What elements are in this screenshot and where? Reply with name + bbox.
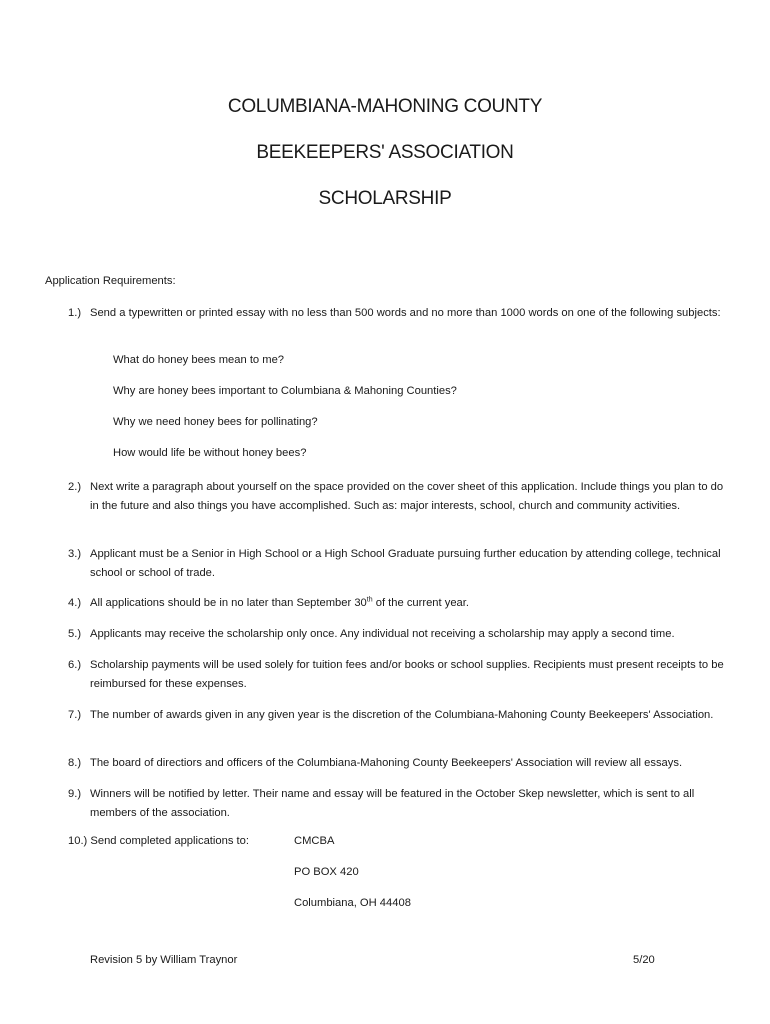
address-line-2: PO BOX 420 <box>294 866 359 878</box>
item-text: The number of awards given in any given year is the discretion of the Columbiana-Mahoning County Beekeepers' Association. <box>90 709 714 721</box>
requirement-item-3 <box>68 545 728 582</box>
item-text-sup: th <box>366 596 373 604</box>
subject-1: What do honey bees mean to me? <box>113 354 285 366</box>
item-text-after: of the current year. <box>372 597 469 609</box>
item-text: Send a typewritten or printed essay with no less than 500 words and no more than 1000 words on one of the following subjects: <box>90 307 721 319</box>
item-number: 4.) <box>68 597 82 609</box>
requirement-item-2 <box>68 478 728 515</box>
item-number: 2.) <box>68 481 82 493</box>
item-text <box>90 594 728 613</box>
item-number: 1.) <box>68 307 82 319</box>
requirement-item-5 <box>68 625 728 644</box>
requirement-item-4 <box>68 594 728 613</box>
requirement-item-1 <box>68 304 728 323</box>
title-line-2: BEEKEEPERS' ASSOCIATION <box>256 142 514 163</box>
item-number: 6.) <box>68 659 82 671</box>
item-number: 5.) <box>68 628 82 640</box>
title-line-3: SCHOLARSHIP <box>318 188 452 209</box>
footer-date: 5/20 <box>633 954 655 966</box>
footer-revision: Revision 5 by William Traynor <box>90 954 238 966</box>
subject-4: How would life be without honey bees? <box>113 447 307 459</box>
requirement-item-8 <box>68 754 728 773</box>
address-line-3: Columbiana, OH 44408 <box>294 897 411 909</box>
item-text: Winners will be notified by letter. Their name and essay will be featured in the October Skep newsletter, which is sent to all members of the association. <box>90 788 695 819</box>
item-text: The board of directiors and officers of the Columbiana-Mahoning County Beekeepers' Association will review all essays. <box>90 757 683 769</box>
requirement-item-9 <box>68 785 728 822</box>
item-text-before: All applications should be in no later than September 30 <box>90 597 367 609</box>
item-text: Applicant must be a Senior in High School or a High School Graduate pursuing further education by attending college, technical school or school of trade. <box>90 548 721 579</box>
item-number: 3.) <box>68 548 82 560</box>
requirement-item-7 <box>68 706 728 725</box>
subject-2: Why are honey bees important to Columbiana & Mahoning Counties? <box>113 385 457 397</box>
subject-3: Why we need honey bees for pollinating? <box>113 416 318 428</box>
item-text: Next write a paragraph about yourself on the space provided on the cover sheet of this application. Include things you plan to do in the future and also things you have accomplished. Such as: major interests, school, church and community activities. <box>90 481 724 512</box>
item-number: 7.) <box>68 709 82 721</box>
title-line-1: COLUMBIANA-MAHONING COUNTY <box>227 96 543 117</box>
item-text: Scholarship payments will be used solely for tuition fees and/or books or school supplies. Recipients must present receipts to be reimbursed for these expenses. <box>90 659 724 690</box>
address-line-1: CMCBA <box>294 835 335 847</box>
requirement-item-10: 10.) Send completed applications to: <box>68 835 249 847</box>
item-number: 9.) <box>68 788 82 800</box>
item-number: 8.) <box>68 757 82 769</box>
requirements-heading: Application Requirements: <box>45 275 176 287</box>
item-text: Applicants may receive the scholarship only once. Any individual not receiving a scholarship may apply a second time. <box>90 628 675 640</box>
requirement-item-6 <box>68 656 728 693</box>
